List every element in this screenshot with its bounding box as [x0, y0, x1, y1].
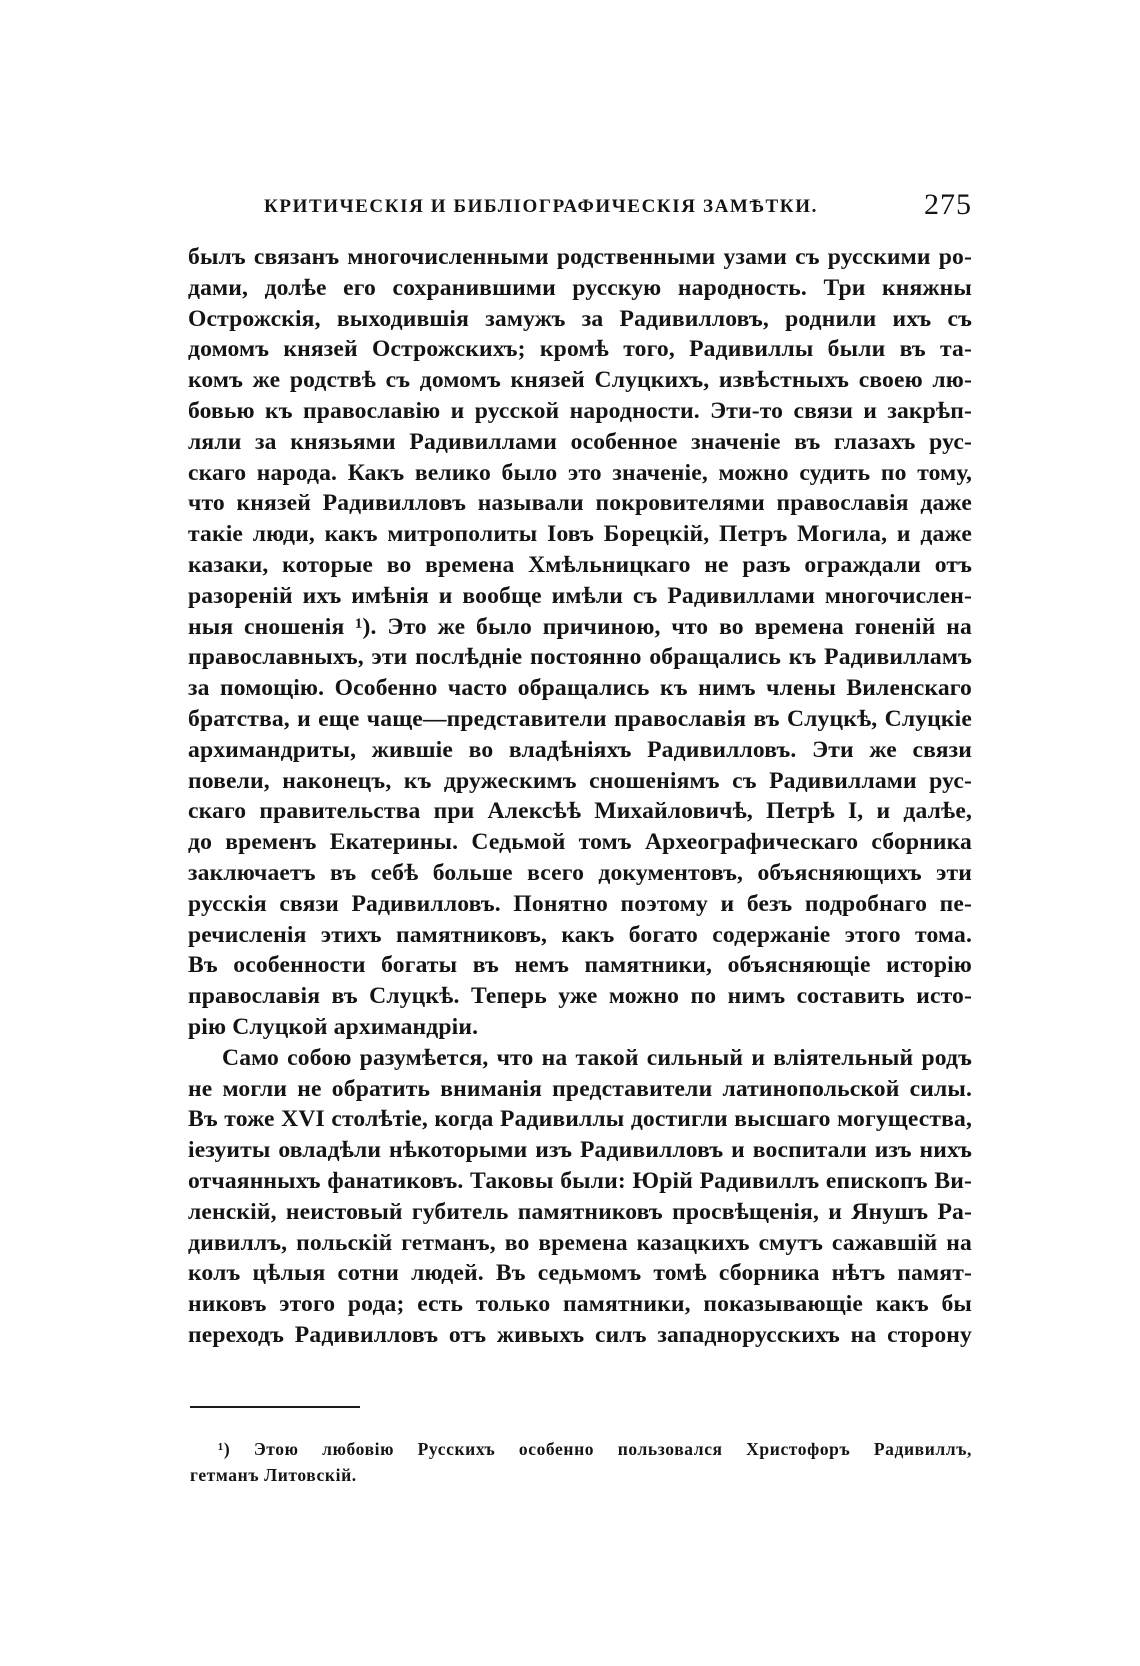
text-line: разореній ихъ имѣнія и вообще имѣли съ Радивиллами многочислен-: [188, 582, 972, 609]
text-line: православія въ Слуцкѣ. Теперь уже можно по нимъ составить исто-: [188, 983, 972, 1010]
footnote-line: ¹) Этою любовію Русскихъ особенно пользовался Христофоръ Радивиллъ,: [218, 1439, 972, 1459]
text-line: былъ связанъ многочисленными родственными узами съ русскими ро-: [188, 244, 972, 270]
text-line: никовъ этого рода; есть только памятники, показывающіе какъ бы: [188, 1291, 972, 1318]
running-title: КРИТИЧЕСКІЯ И БИБЛІОГРАФИЧЕСКІЯ ЗАМѢТКИ.: [264, 196, 818, 217]
text-line: бовью къ православію и русской народности. Эти-то связи и закрѣп-: [188, 397, 972, 424]
text-line: такіе люди, какъ митрополиты Іовъ Борецкій, Петръ Могила, и даже: [188, 521, 972, 548]
running-head: [192, 188, 972, 222]
text-line: іезуиты овладѣли нѣкоторыми изъ Радивилловъ и воспитали изъ нихъ: [188, 1137, 972, 1164]
text-line: Острожскія, выходившія замужъ за Радивилловъ, роднили ихъ съ: [188, 305, 972, 332]
page-number: 275: [924, 188, 972, 221]
body-text: [188, 242, 972, 1351]
text-line: дивиллъ, польскій гетманъ, во времена казацкихъ смутъ сажавшій на: [188, 1229, 972, 1256]
footnote: [190, 1436, 972, 1488]
text-line: комъ же родствѣ съ домомъ князей Слуцкихъ, извѣстныхъ своею лю-: [188, 367, 972, 394]
text-line: ляли за князьями Радивиллами особенное значеніе въ глазахъ рус-: [188, 428, 972, 455]
text-line: архимандриты, жившіе во владѣніяхъ Радивилловъ. Эти же связи: [188, 736, 972, 763]
paragraph-2: [188, 1043, 972, 1351]
text-line: Само собою разумѣется, что на такой сильный и вліятельный родъ: [222, 1044, 972, 1071]
text-line: отчаянныхъ фанатиковъ. Таковы были: Юрій Радивиллъ епископъ Ви-: [188, 1167, 972, 1194]
text-line: скаго народа. Какъ велико было это значеніе, можно судить по тому,: [188, 459, 972, 486]
text-line: скаго правительства при Алексѣѣ Михайловичѣ, Петрѣ I, и далѣе,: [188, 798, 972, 825]
footnote-line: гетманъ Литовскій.: [190, 1465, 357, 1485]
text-line: колъ цѣлыя сотни людей. Въ седьмомъ томѣ сборника нѣтъ памят-: [188, 1260, 972, 1287]
text-line: Въ особенности богаты въ немъ памятники, объясняющіе исторію: [188, 952, 972, 979]
text-line: казаки, которые во времена Хмѣльницкаго не разъ ограждали отъ: [188, 551, 972, 578]
text-line: дами, долѣе его сохранившими русскую народность. Три княжны: [188, 274, 972, 301]
text-line: что князей Радивилловъ называли покровителями православія даже: [188, 490, 972, 517]
text-line: рію Слуцкой архимандріи.: [188, 1013, 479, 1040]
text-line: братства, и еще чаще—представители православія въ Слуцкѣ, Слуцкіе: [188, 705, 972, 732]
text-line: русскія связи Радивилловъ. Понятно поэтому и безъ подробнаго пе-: [188, 890, 972, 917]
text-line: ныя сношенія ¹). Это же было причиною, что во времена гоненій на: [188, 613, 972, 640]
paragraph-1: [188, 242, 972, 1043]
text-line: ленскій, неистовый губитель памятниковъ просвѣщенія, и Янушъ Ра-: [188, 1198, 972, 1225]
text-line: не могли не обратить вниманія представители латинопольской силы.: [188, 1075, 972, 1102]
footnote-divider: [190, 1406, 360, 1408]
text-line: речисленія этихъ памятниковъ, какъ богато содержаніе этого тома.: [188, 921, 972, 948]
text-line: заключаетъ въ себѣ больше всего документовъ, объясняющихъ эти: [188, 859, 972, 886]
text-line: православныхъ, эти послѣдніе постоянно обращались къ Радивилламъ: [188, 644, 972, 671]
text-line: Въ тоже XVI столѣтіе, когда Радивиллы достигли высшаго могущества,: [188, 1106, 972, 1133]
text-line: домомъ князей Острожскихъ; кромѣ того, Радивиллы были въ та-: [188, 336, 972, 363]
text-line: за помощію. Особенно часто обращались къ нимъ члены Виленскаго: [188, 675, 972, 702]
text-line: повели, наконецъ, къ дружескимъ сношеніямъ съ Радивиллами рус-: [188, 767, 972, 794]
text-line: до временъ Екатерины. Седьмой томъ Археографическаго сборника: [188, 829, 972, 856]
text-line: переходъ Радивилловъ отъ живыхъ силъ западнорусскихъ на сторону: [188, 1321, 972, 1348]
